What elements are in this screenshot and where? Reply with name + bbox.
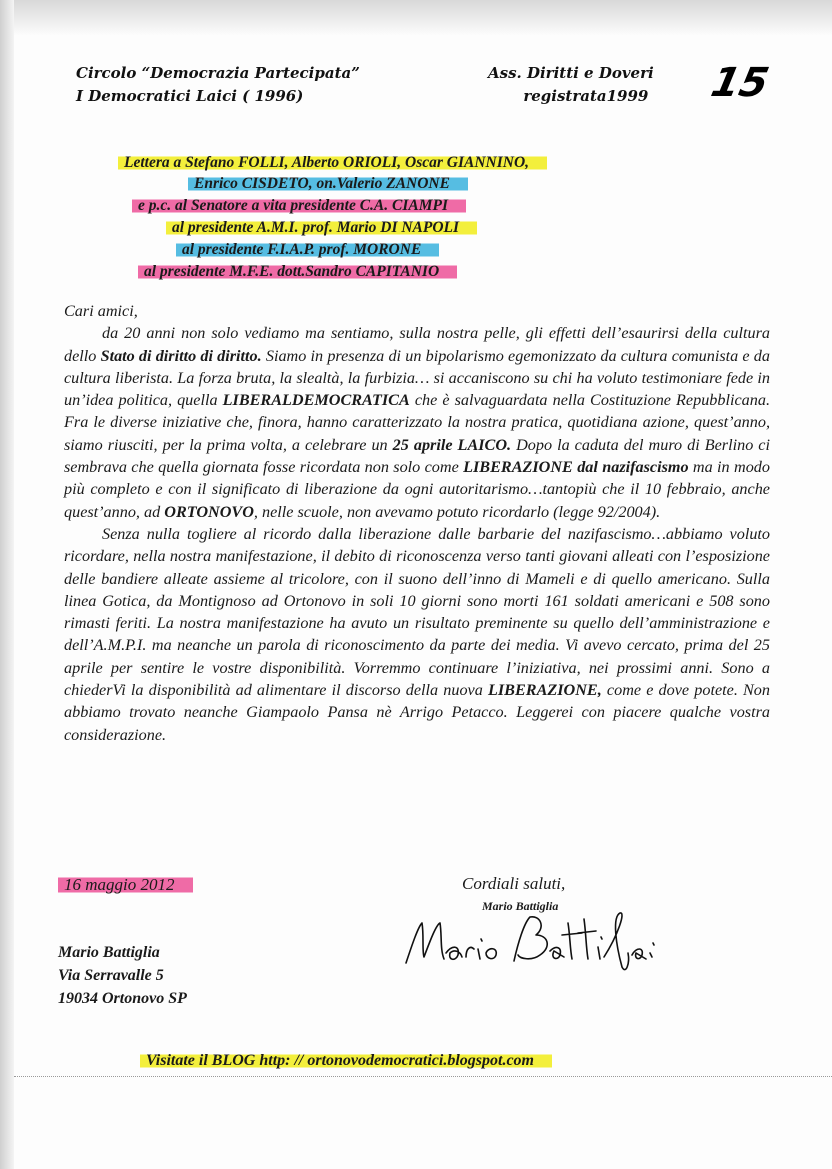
letterhead-right (488, 62, 654, 108)
handwritten-signature (400, 905, 670, 977)
recipient-line: al presidente F.I.A.P. prof. MORONE (176, 239, 439, 261)
dotted-rule (14, 1076, 832, 1077)
letterhead-left (76, 62, 360, 108)
recipient-line: e p.c. al Senatore a vita presidente C.A. CIAMPI (132, 195, 466, 217)
sender-address (58, 941, 187, 1010)
salutation: Cari amici, (64, 302, 138, 320)
paragraph-1: da 20 anni non solo vediamo ma sentiamo, sulla nostra pelle, gli effetti dell’esaurirsi della cultura dello Stato di diritto di diritto. Siamo in presenza di un bipolarismo egemonizzato da cultura comunista e da cultura liberista. La forza bruta, la slealtà, la furbizia… si accaniscono su chi ha voluto testimoniare fede in un’idea politica, quella LIBERALDEMOCRATICA che è salvaguardata nella Costituzione Repubblicana. Fra le diverse iniziative che, finora, hanno caratterizzato la nostra pratica, quotidiana azione, quest’anno, siamo riusciti, per la prima volta, a celebrare un 25 aprile LAICO. Dopo la caduta del muro di Berlino ci sembrava che quella giornata fosse ricordata non solo come LIBERAZIONE dal nazifascismo ma in modo più completo e con il significato di liberazione da ogni autoritarismo…tantopiù che il 10 febbraio, anche quest’anno, ad ORTONOVO, nelle scuole, non avevamo potuto ricordarlo (legge 92/2004). (64, 324, 770, 521)
recipient-line: al presidente A.M.I. prof. Mario DI NAPOLI (166, 217, 477, 239)
letterhead-association: Circolo “Democrazia Partecipata” (76, 64, 360, 82)
scan-shadow-top (0, 0, 832, 36)
closing: Cordiali saluti, (462, 874, 566, 893)
sender-street: Via Serravalle 5 (58, 967, 164, 984)
blog-link[interactable]: Visitate il BLOG http: // ortonovodemocratici.blogspot.com (140, 1052, 552, 1069)
letterhead-registration: Ass. Diritti e Doveri (488, 64, 654, 82)
blog-footer (140, 1052, 552, 1070)
recipient-line: Lettera a Stefano FOLLI, Alberto ORIOLI, Oscar GIANNINO, (118, 152, 547, 174)
closing-name: Mario Battiglia (482, 899, 559, 913)
paragraph-2: Senza nulla togliere al ricordo dalla liberazione dalle barbarie del nazifascismo…abbiamo voluto ricordare, nella nostra manifestazione, il debito di riconoscenza verso tanti giovani alleati con l’esposizione delle bandiere alleate assieme al tricolore, con il suono dell’inno di Mameli e di quello americano. Sulla linea Gotica, da Montignoso ad Ortonovo in soli 10 giorni sono morti 161 soldati americani e 508 sono rimasti feriti. La nostra manifestazione ha avuto un risultato preminente su quello dell’amministrazione e dell’A.M.P.I. ma neanche un parola di riconoscimento da parte dei media. Vi avevo cercato, prima del 25 aprile per sentire le vostre disponibilità. Vorremmo continuare l’iniziativa, nei prossimi anni. Sono a chiederVi la disponibilità ad alimentare il discorso della nuova LIBERAZIONE, come e dove potete. Non abbiamo trovato neanche Giampaolo Pansa nè Arrigo Petacco. Leggerei con piacere qualche vostra considerazione. (64, 524, 770, 744)
sender-name: Mario Battiglia (58, 944, 160, 961)
letterhead-year: registrata1999 (523, 87, 649, 105)
page-number: 15 (707, 60, 773, 106)
letter-body (64, 300, 770, 746)
recipient-line: Enrico CISDETO, on.Valerio ZANONE (188, 173, 468, 195)
recipient-line: al presidente M.F.E. dott.Sandro CAPITANIO (138, 261, 457, 283)
letterhead-group: I Democratici Laici ( 1996) (76, 87, 304, 105)
scan-shadow-left (0, 0, 14, 1169)
letter-date: 16 maggio 2012 (58, 875, 193, 895)
sender-city: 19034 Ortonovo SP (58, 990, 187, 1007)
